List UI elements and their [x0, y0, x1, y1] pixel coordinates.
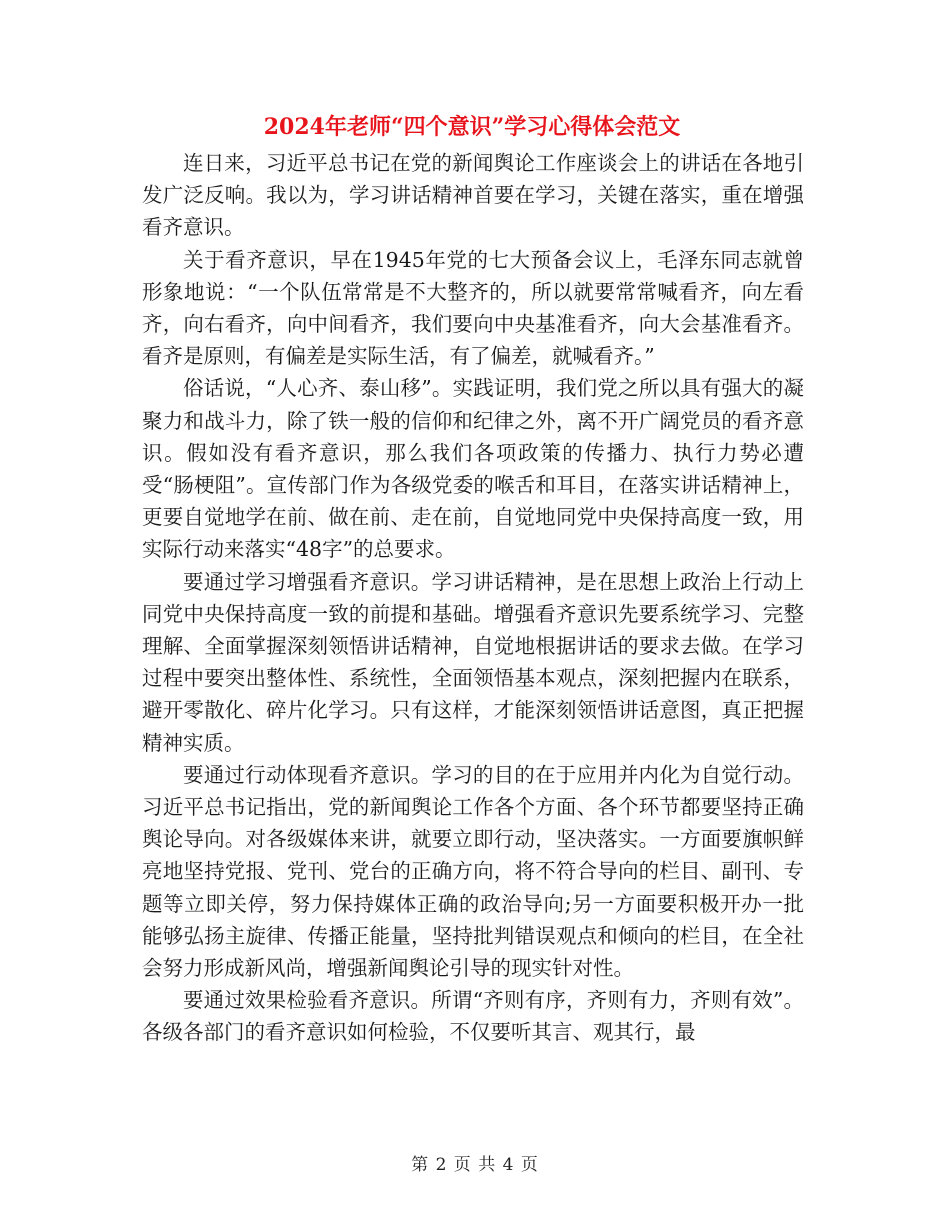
- paragraph: 要通过效果检验看齐意识。所谓“齐则有序，齐则有力，齐则有效”。各级各部门的看齐意识如何检验，不仅要听其言、观其行，最: [142, 988, 804, 1045]
- page-number-footer: 第 2 页 共 4 页: [411, 1155, 539, 1175]
- paragraph: 要通过学习增强看齐意识。学习讲话精神，是在思想上政治上行动上同党中央保持高度一致的前提和基础。增强看齐意识先要系统学习、完整理解、全面掌握深刻领悟讲话精神，自觉地根据讲话的要求去做。在学习过程中要突出整体性、系统性，全面领悟基本观点，深刻把握内在联系，避开零散化、碎片化学习。只有这样，才能深刻领悟讲话意图，真正把握精神实质。: [142, 569, 804, 755]
- paragraph: 俗话说，“人心齐、泰山移”。实践证明，我们党之所以具有强大的凝聚力和战斗力，除了铁一般的信仰和纪律之外，离不开广阔党员的看齐意识。假如没有看齐意识，那么我们各项政策的传播力、执行力势必遭受“肠梗阻”。宣传部门作为各级党委的喉舌和耳目，在落实讲话精神上，更要自觉地学在前、做在前、走在前，自觉地同党中央保持高度一致，用实际行动来落实“48字”的总要求。: [142, 376, 804, 562]
- document-title: 2024年老师“四个意识”学习心得体会范文: [263, 114, 681, 140]
- paragraph: 要通过行动体现看齐意识。学习的目的在于应用并内化为自觉行动。习近平总书记指出，党的新闻舆论工作各个方面、各个环节都要坚持正确舆论导向。对各级媒体来讲，就要立即行动，坚决落实。一方面要旗帜鲜亮地坚持党报、党刊、党台的正确方向，将不符合导向的栏目、副刊、专题等立即关停，努力保持媒体正确的政治导向;另一方面要积极开办一批能够弘扬主旋律、传播正能量，坚持批判错误观点和倾向的栏目，在全社会努力形成新风尚，增强新闻舆论引导的现实针对性。: [142, 762, 804, 981]
- document-body: [142, 147, 804, 1049]
- paragraph: 关于看齐意识，早在1945年党的七大预备会议上，毛泽东同志就曾形象地说：“一个队伍常常是不大整齐的，所以就要常常喊看齐，向左看齐，向右看齐，向中间看齐，我们要向中央基准看齐，向大会基准看齐。看齐是原则，有偏差是实际生活，有了偏差，就喊看齐。”: [142, 247, 804, 369]
- paragraph: 连日来，习近平总书记在党的新闻舆论工作座谈会上的讲话在各地引发广泛反响。我以为，学习讲话精神首要在学习，关键在落实，重在增强看齐意识。: [142, 151, 804, 240]
